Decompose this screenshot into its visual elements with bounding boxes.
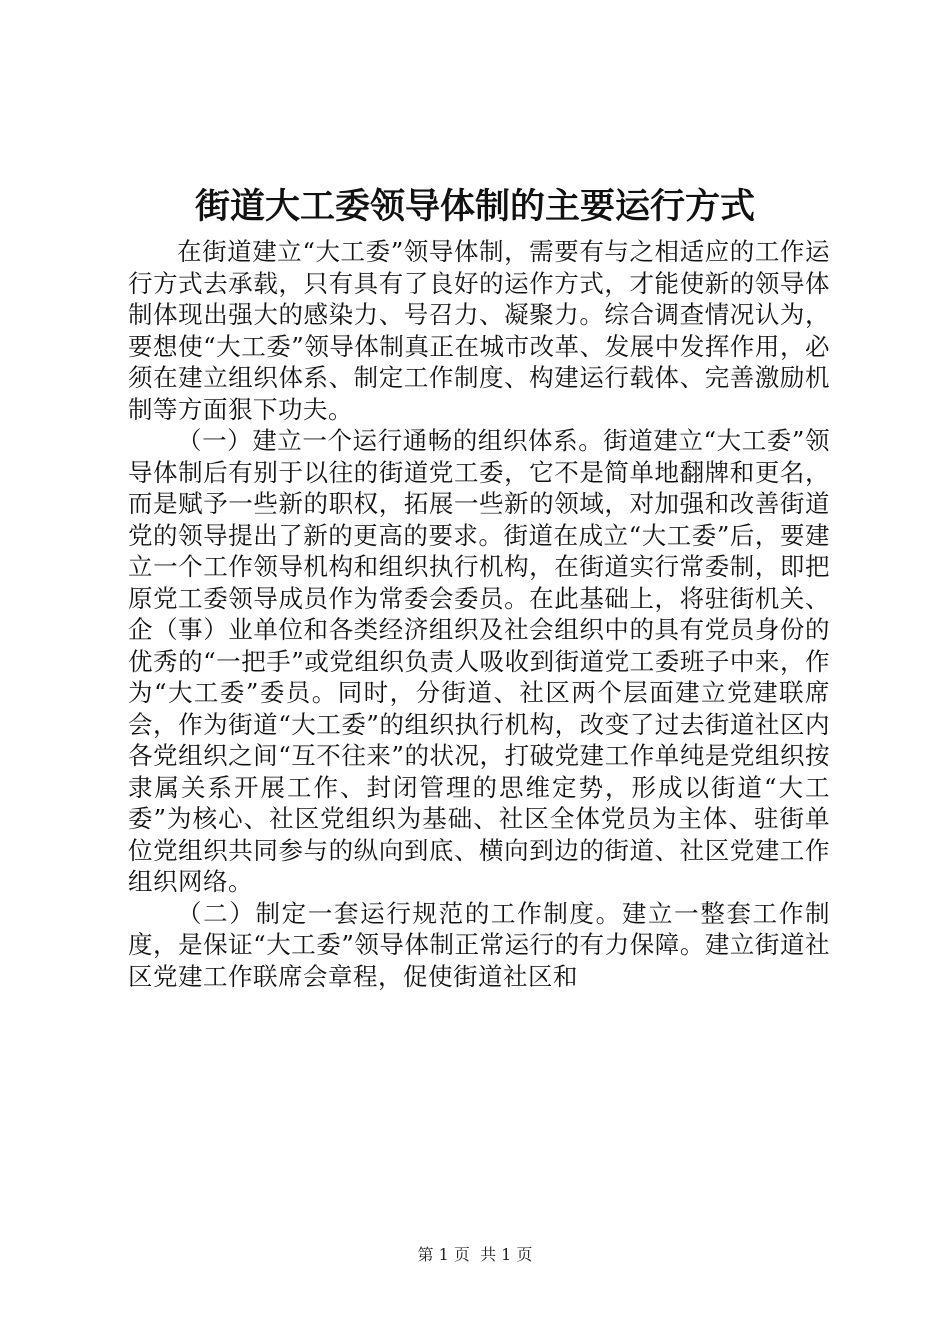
paragraph-section-one: （一）建立一个运行通畅的组织体系。街道建立“大工委”领导体制后有别于以往的街道党工委，它不是简单地翻牌和更名，而是赋予一些新的职权，拓展一些新的领域，对加强和改善街道党的领导提出了新的更高的要求。街道在成立“大工委”后，要建立一个工作领导机构和组织执行机构，在街道实行常委制，即把原党工委领导成员作为常委会委员。在此基础上，将驻街机关、企（事）业单位和各类经济组织及社会组织中的具有党员身份的优秀的“一把手”或党组织负责人吸收到街道党工委班子中来，作为“大工委”委员。同时，分街道、社区两个层面建立党建联席会，作为街道“大工委”的组织执行机构，改变了过去街道社区内各党组织之间“互不往来”的状况，打破党建工作单纯是党组织按隶属关系开展工作、封闭管理的思维定势，形成以街道“大工委”为核心、社区党组织为基础、社区全体党员为主体、驻街单位党组织共同参与的纵向到底、横向到边的街道、社区党建工作组织网络。	[128, 426, 830, 896]
document-title: 街道大工委领导体制的主要运行方式	[194, 186, 755, 227]
page-footer	[0, 1244, 950, 1266]
paragraph-section-two: （二）制定一套运行规范的工作制度。建立一整套工作制度，是保证“大工委”领导体制正常运行的有力保障。建立街道社区党建工作联席会章程，促使街道社区和	[128, 898, 830, 991]
paragraph-intro: 在街道建立“大工委”领导体制，需要有与之相适应的工作运行方式去承载，只有具有了良好的运作方式，才能使新的领导体制体现出强大的感染力、号召力、凝聚力。综合调查情况认为，要想使“大工委”领导体制真正在城市改革、发展中发挥作用，必须在建立组织体系、制定工作制度、构建运行载体、完善激励机制等方面狠下功夫。	[128, 237, 830, 424]
page-number-label: 第 1 页 共 1 页	[417, 1245, 533, 1264]
document-body	[128, 236, 830, 992]
